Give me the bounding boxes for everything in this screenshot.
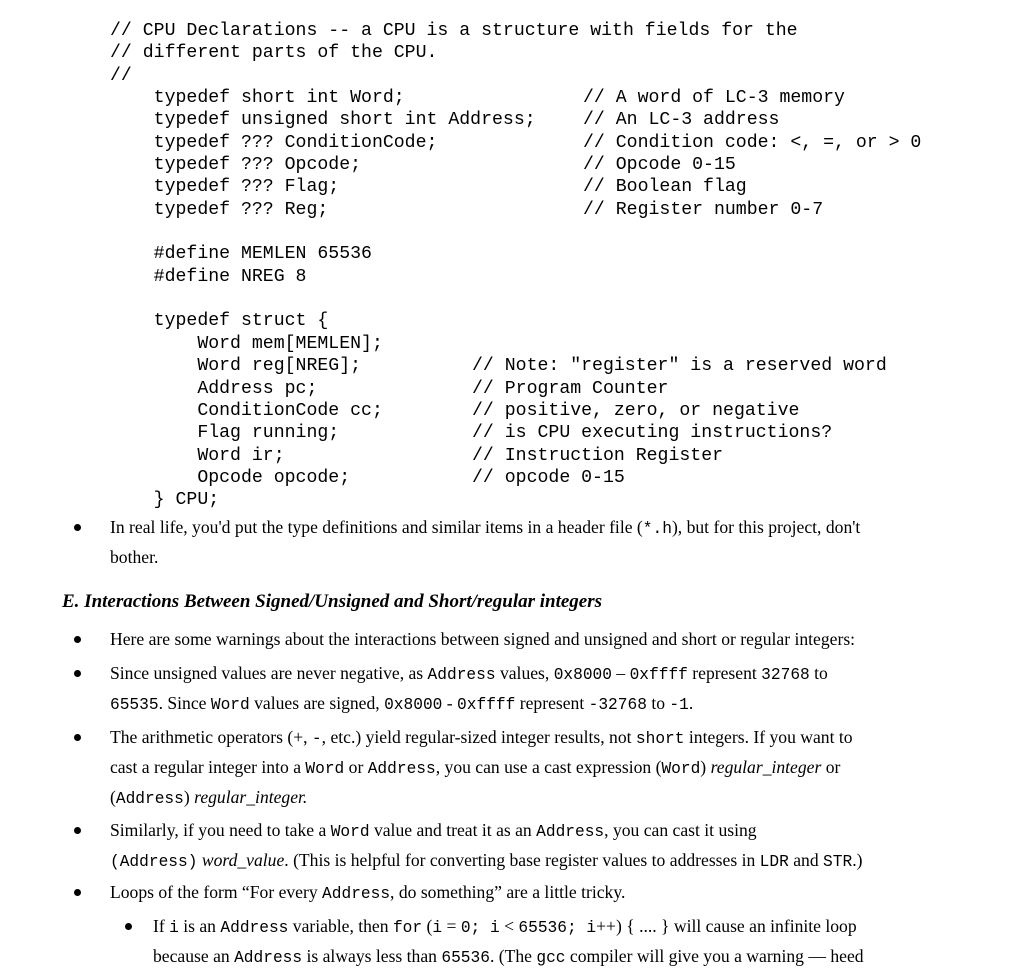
code-comment: // Instruction Register: [472, 445, 724, 466]
text-span: Similarly, if you need to take a: [110, 820, 331, 840]
text-span: In real life, you'd put the type definitions and similar items in a header file (: [110, 517, 643, 537]
text-span: , you can cast it using: [604, 820, 757, 840]
bullet-loops: [110, 877, 625, 907]
inline-code: gcc: [536, 949, 566, 967]
text-line: [110, 624, 855, 654]
text-span: integers. If you want to: [684, 727, 853, 747]
text-span: because an: [153, 946, 235, 966]
code-text: typedef struct {: [110, 311, 329, 332]
code-line: [110, 355, 887, 377]
code-line: [110, 87, 845, 109]
code-line: [110, 221, 798, 243]
inline-code: Address: [427, 666, 496, 684]
code-text: typedef ??? Opcode;: [110, 155, 362, 176]
text-line: [110, 722, 853, 752]
inline-code: STR: [823, 853, 853, 871]
italic-text: regular_integer: [710, 757, 822, 777]
code-text: #define MEMLEN 65536: [110, 244, 372, 265]
code-comment: // positive, zero, or negative: [472, 400, 800, 421]
code-line: [110, 378, 798, 400]
text-span: to: [809, 663, 828, 683]
inline-code: -: [311, 730, 322, 748]
code-comment: // A word of LC-3 memory: [583, 88, 845, 109]
text-span: (: [110, 787, 116, 807]
text-span: ++) { .... } will cause an infinite loop: [596, 916, 857, 936]
bullet-cast-address: [110, 815, 862, 875]
inline-code: 32768: [761, 666, 810, 684]
code-line: [110, 154, 798, 176]
inline-code: (Address): [110, 853, 198, 871]
inline-code: for: [392, 919, 423, 937]
inline-code: -1: [669, 696, 689, 714]
code-line: [110, 65, 798, 87]
text-span: or: [344, 757, 368, 777]
code-text: typedef ??? Flag;: [110, 177, 340, 198]
code-line: [110, 199, 824, 221]
text-span: ), but for this project, don't: [671, 517, 861, 537]
text-span: value and treat it as an: [369, 820, 537, 840]
text-span: values are signed,: [249, 693, 385, 713]
inline-code: 65535: [110, 696, 159, 714]
bullet-unsigned-values: [110, 658, 828, 718]
code-text: Word mem[MEMLEN];: [110, 333, 383, 354]
text-span: The arithmetic operators (+,: [110, 727, 312, 747]
inline-code: Address: [322, 885, 391, 903]
text-line: [110, 512, 860, 542]
text-line: [110, 815, 862, 845]
text-line: [153, 911, 864, 941]
code-line: [110, 445, 798, 467]
bullet-arithmetic-operators: [110, 722, 853, 812]
inline-code: 65536: [441, 949, 490, 967]
bullet-header-file: [110, 512, 860, 572]
code-comment: // Boolean flag: [583, 177, 747, 198]
bullet-icon: [74, 524, 81, 531]
bullet-icon: [74, 670, 81, 677]
code-line: [110, 489, 798, 511]
inline-code: 0xffff: [457, 696, 516, 714]
inline-code: Address: [234, 949, 303, 967]
text-span: variable, then: [288, 916, 393, 936]
inline-code: Address: [115, 790, 184, 808]
text-line: [110, 845, 862, 875]
text-span: <: [499, 916, 519, 936]
bullet-icon: [74, 827, 81, 834]
code-comment: // Register number 0-7: [583, 199, 824, 220]
inline-code: 0; i: [460, 919, 500, 937]
inline-code: -32768: [588, 696, 647, 714]
text-span: Here are some warnings about the interactions between signed and unsigned and short or regular integers:: [110, 629, 856, 649]
inline-code: Address: [536, 823, 605, 841]
text-line: [153, 941, 864, 971]
inline-code: 0x8000: [384, 696, 443, 714]
text-span: represent: [515, 693, 589, 713]
code-line: [110, 333, 798, 355]
code-line: [110, 467, 798, 489]
text-span: -: [442, 693, 458, 713]
code-text: Flag running;: [110, 423, 340, 444]
code-text: Word ir;: [110, 445, 285, 466]
code-text: ConditionCode cc;: [110, 400, 383, 421]
text-span: .: [688, 693, 694, 713]
inline-code: 65536; i: [518, 919, 597, 937]
code-line: [110, 109, 798, 131]
code-text: Word reg[NREG];: [110, 356, 362, 377]
code-line: [110, 400, 798, 422]
text-span: and: [788, 850, 824, 870]
text-span: is always less than: [302, 946, 442, 966]
text-span: values,: [495, 663, 554, 683]
code-line: [110, 288, 798, 310]
text-span: is an: [178, 916, 221, 936]
code-line: [110, 266, 798, 288]
text-span: If: [153, 916, 170, 936]
code-group-header: [110, 20, 798, 87]
bullet-icon: [125, 923, 132, 930]
code-line: [110, 243, 798, 265]
text-line: [110, 658, 828, 688]
code-line: [110, 422, 833, 444]
text-line: [110, 877, 625, 907]
section-heading: E. Interactions Between Signed/Unsigned and Short/regular integers: [62, 591, 603, 612]
code-comment: // opcode 0-15: [472, 467, 625, 488]
text-span: . (This is helpful for converting base register values to addresses in: [284, 850, 760, 870]
text-span: to: [646, 693, 670, 713]
text-span: , do something” are a little tricky.: [390, 882, 626, 902]
code-line: [110, 310, 798, 332]
inline-code: 0x8000: [553, 666, 612, 684]
text-span: or: [821, 757, 841, 777]
inline-code: Word: [330, 823, 370, 841]
text-line: [110, 782, 853, 812]
inline-code: Word: [210, 696, 250, 714]
sub-bullet-infinite-loop: [153, 911, 864, 971]
code-line: [110, 42, 798, 64]
text-span: ): [700, 757, 711, 777]
text-line: [110, 752, 853, 782]
inline-code: i: [169, 919, 179, 937]
code-text: typedef unsigned short int Address;: [110, 110, 536, 131]
code-comment: // Program Counter: [472, 378, 669, 399]
code-listing: [110, 20, 922, 512]
italic-text: word_value: [201, 850, 285, 870]
code-text: Address pc;: [110, 378, 318, 399]
code-text: } CPU;: [110, 490, 220, 511]
inline-code: LDR: [759, 853, 789, 871]
code-comment: // Note: "register" is a reserved word: [472, 356, 887, 377]
bullet-icon: [74, 889, 81, 896]
code-text: //: [110, 65, 132, 86]
inline-code: Word: [305, 760, 345, 778]
code-line: [110, 132, 922, 154]
code-text: typedef short int Word;: [110, 88, 405, 109]
text-line: [110, 688, 828, 718]
inline-code: Address: [367, 760, 436, 778]
text-span: =: [442, 916, 461, 936]
code-comment: // An LC-3 address: [583, 110, 780, 131]
text-span: ): [183, 787, 195, 807]
code-text: typedef ??? Reg;: [110, 199, 329, 220]
text-span: bother.: [110, 547, 159, 567]
text-line: [110, 542, 860, 572]
code-comment: // Condition code: <, =, or > 0: [583, 132, 922, 153]
text-span: cast a regular integer into a: [110, 757, 306, 777]
bullet-warnings-intro: [110, 624, 855, 654]
text-span: Loops of the form “For every: [110, 882, 323, 902]
bullet-icon: [74, 636, 81, 643]
inline-code: short: [635, 730, 685, 748]
code-text: #define NREG 8: [110, 266, 307, 287]
italic-text: regular_integer.: [194, 787, 308, 807]
text-span: (: [422, 916, 433, 936]
inline-code: i: [432, 919, 443, 937]
code-text: Opcode opcode;: [110, 467, 351, 488]
code-text: // different parts of the CPU.: [110, 43, 438, 64]
text-span: . (The: [489, 946, 537, 966]
code-group-typedefs: [110, 87, 922, 310]
code-text: typedef ??? ConditionCode;: [110, 132, 438, 153]
inline-code: *.h: [642, 520, 672, 538]
inline-code: 0xffff: [629, 666, 688, 684]
text-span: . Since: [158, 693, 211, 713]
text-span: .): [852, 850, 863, 870]
text-span: , you can use a cast expression (: [435, 757, 662, 777]
code-line: [110, 20, 798, 42]
inline-code: Word: [661, 760, 701, 778]
text-span: represent: [687, 663, 762, 683]
text-span: Since unsigned values are never negative, as: [110, 663, 428, 683]
code-text: // CPU Declarations -- a CPU is a structure with fields for the: [110, 21, 798, 41]
code-line: [110, 176, 798, 198]
code-comment: // Opcode 0-15: [583, 155, 736, 176]
bullet-icon: [74, 734, 81, 741]
text-span: –: [612, 663, 630, 683]
code-comment: // is CPU executing instructions?: [472, 423, 833, 444]
text-span: , etc.) yield regular-sized integer results, not: [321, 727, 636, 747]
code-group-struct: [110, 310, 887, 511]
inline-code: Address: [220, 919, 289, 937]
text-span: compiler will give you a warning — heed: [565, 946, 864, 966]
